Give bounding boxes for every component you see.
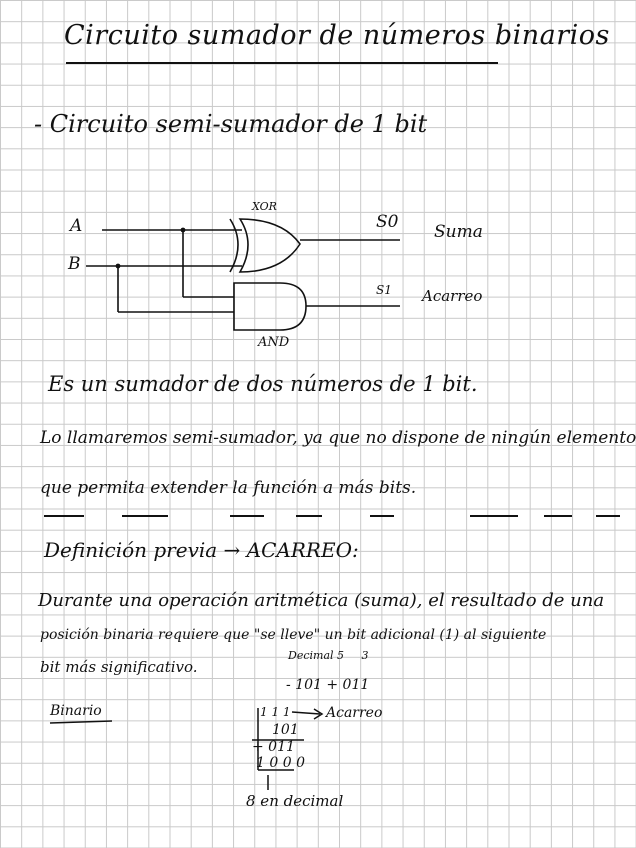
junction-a xyxy=(181,228,186,233)
and-gate-body xyxy=(234,283,306,330)
separator-dash xyxy=(470,515,518,517)
decimal-result: 8 en decimal xyxy=(246,792,344,810)
separator-dashes xyxy=(44,515,624,521)
carry-row: 1 1 1 xyxy=(260,705,291,719)
separator-dash xyxy=(230,515,264,517)
separator-dash xyxy=(122,515,168,517)
xor-label: XOR xyxy=(252,200,277,213)
separator-dash xyxy=(596,515,620,517)
paragraph-line-1: Durante una operación aritmética (suma), el resultado de una xyxy=(38,590,605,611)
section-heading: - Circuito semi-sumador de 1 bit xyxy=(34,110,428,138)
and-label: AND xyxy=(258,335,290,350)
xor-gate-body xyxy=(240,219,300,272)
paragraph-line-2: posición binaria requiere que "se lleve" un bit adicional (1) al siguiente xyxy=(40,627,547,643)
xor-back-curve xyxy=(230,219,238,272)
output-s1-label: S1 xyxy=(376,283,392,297)
text-line-1: Es un sumador de dos números de 1 bit. xyxy=(48,372,478,396)
sum-label: Suma xyxy=(434,222,483,242)
output-s0-label: S0 xyxy=(376,212,399,232)
definition-heading: Definición previa → ACARREO: xyxy=(44,538,359,562)
text-line-3: que permita extender la función a más bits. xyxy=(40,478,417,498)
page-title: Circuito sumador de números binarios xyxy=(64,20,610,51)
decimal-header: Decimal 5 3 xyxy=(288,649,369,662)
carry-arrow-line xyxy=(292,712,320,714)
binario-underline xyxy=(50,721,112,723)
separator-dash xyxy=(370,515,394,517)
paragraph-line-3: bit más significativo. xyxy=(40,658,198,676)
separator-dash xyxy=(296,515,322,517)
input-b-label: B xyxy=(68,254,81,274)
carry-row-label: Acarreo xyxy=(326,705,383,721)
binario-label: Binario xyxy=(50,703,102,719)
binary-expression: - 101 + 011 xyxy=(286,677,370,693)
text-line-2: Lo llamaremos semi-sumador, ya que no dispone de ningún elemento xyxy=(40,428,636,448)
separator-dash xyxy=(44,515,84,517)
separator-dash xyxy=(544,515,572,517)
addend-row-1: 101 xyxy=(272,722,299,738)
input-a-label: A xyxy=(70,216,83,236)
junction-b xyxy=(116,264,121,269)
sum-result-row: 1 0 0 0 xyxy=(256,755,305,771)
addend-row-2: + 011 xyxy=(252,739,295,755)
carry-label: Acarreo xyxy=(422,287,483,305)
